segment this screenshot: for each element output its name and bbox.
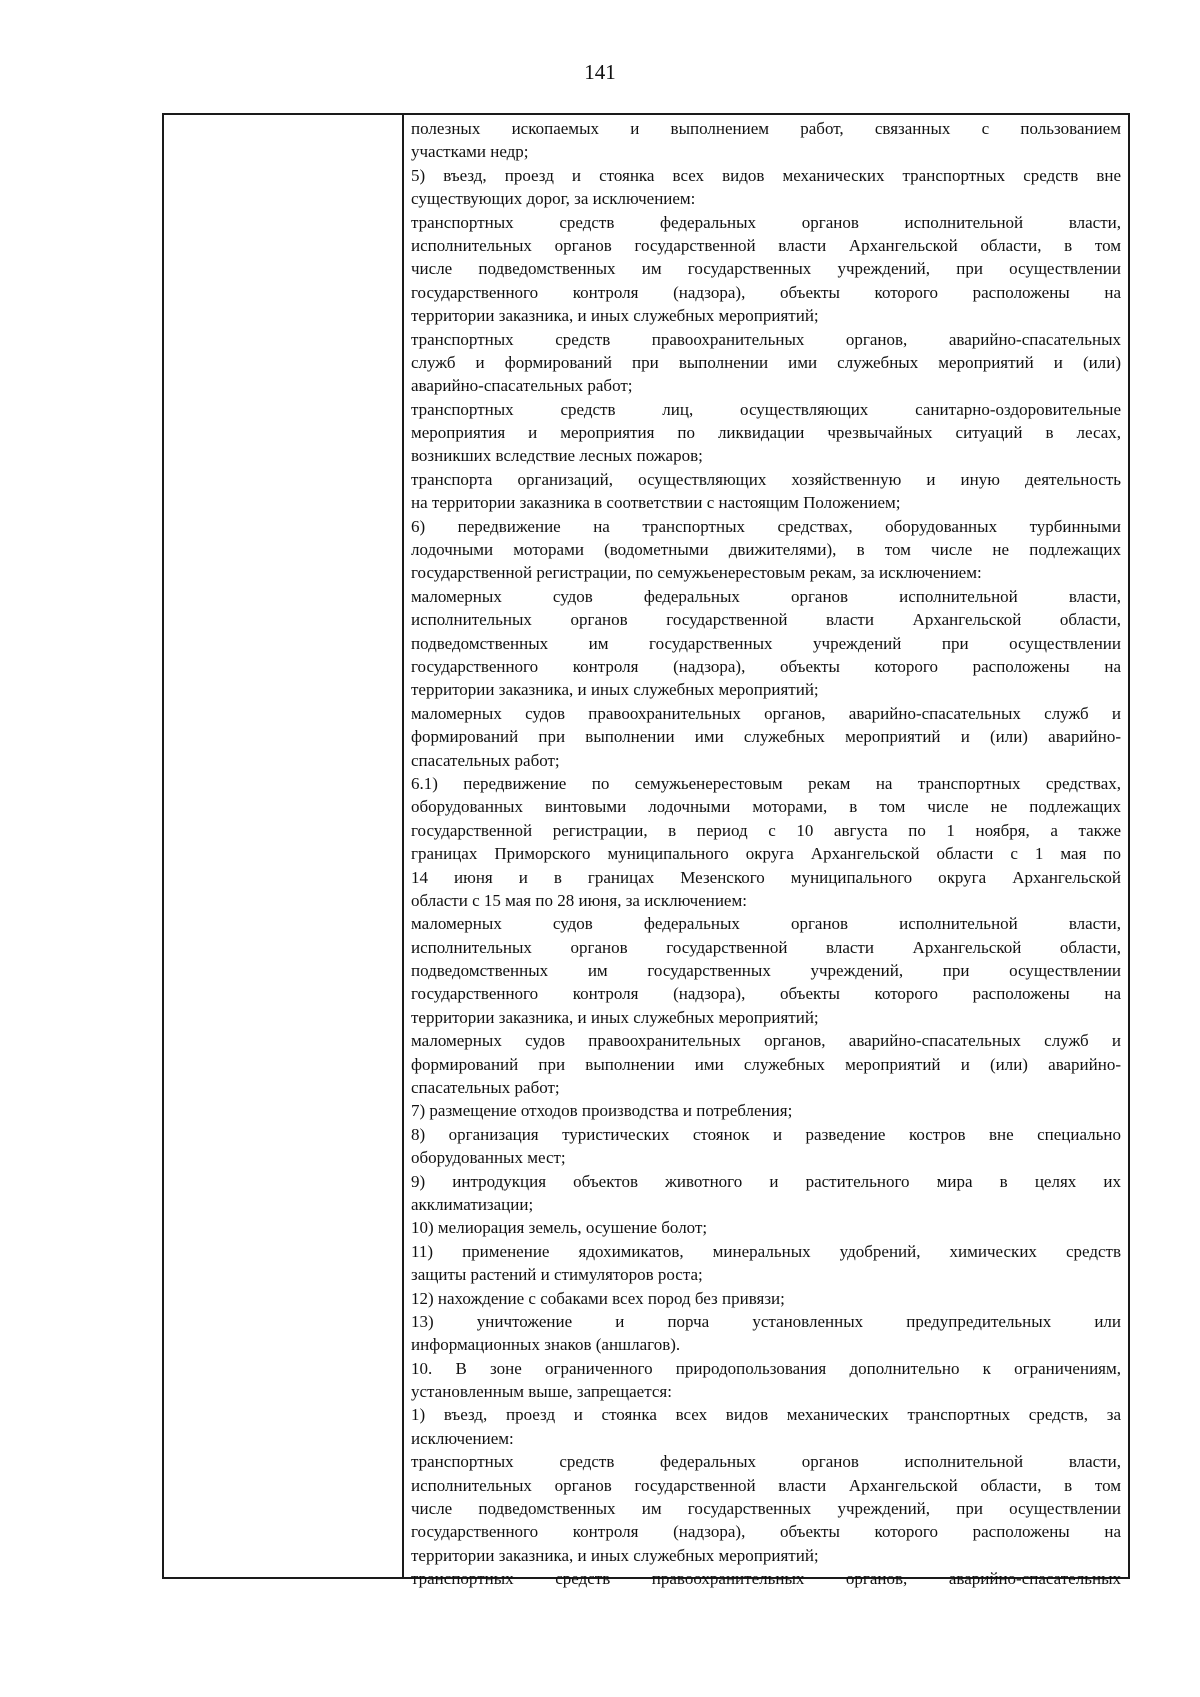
text-line: транспорта организаций, осуществляющих хозяйственную и иную деятельность <box>411 469 1121 489</box>
text-line: числе подведомственных им государственных учреждений, при осуществлении <box>411 259 1121 279</box>
text-line: 14 июня и в границах Мезенского муниципального округа Архангельской <box>411 867 1121 887</box>
text-line: транспортных средств федеральных органов исполнительной власти, <box>411 1452 1121 1472</box>
text-line: территории заказника, и иных служебных мероприятий; <box>411 1007 819 1027</box>
text-line: формирований при выполнении ими служебных мероприятий и (или) аварийно- <box>411 727 1121 747</box>
text-line: возникших вследствие лесных пожаров; <box>411 446 703 466</box>
table-right-cell <box>411 117 1121 1591</box>
text-line: аварийно-спасательных работ; <box>411 376 633 396</box>
text-line: государственной регистрации, по семужьенерестовым рекам, за исключением: <box>411 563 982 583</box>
text-line: 10. В зоне ограниченного природопользования дополнительно к ограничениям, <box>411 1358 1121 1378</box>
text-line: на территории заказника в соответствии с настоящим Положением; <box>411 493 901 513</box>
text-line: области с 15 мая по 28 июня, за исключением: <box>411 890 747 910</box>
text-line: 10) мелиорация земель, осушение болот; <box>411 1218 708 1238</box>
text-line: исполнительных органов государственной власти Архангельской области, в том <box>411 1475 1121 1495</box>
document-table <box>162 113 1130 1589</box>
text-line: исключением: <box>411 1428 514 1448</box>
text-line: территории заказника, и иных служебных мероприятий; <box>411 680 819 700</box>
text-line: 5) въезд, проезд и стоянка всех видов механических транспортных средств вне <box>411 165 1121 185</box>
text-line: 8) организация туристических стоянок и разведение костров вне специально <box>411 1124 1121 1144</box>
text-line: транспортных средств федеральных органов исполнительной власти, <box>411 212 1121 232</box>
text-line: служб и формирований при выполнении ими служебных мероприятий и (или) <box>411 352 1121 372</box>
text-line: 7) размещение отходов производства и потребления; <box>411 1101 793 1121</box>
text-line: участками недр; <box>411 142 529 162</box>
text-line: защиты растений и стимуляторов роста; <box>411 1265 703 1285</box>
text-line: полезных ископаемых и выполнением работ, связанных с пользованием <box>411 119 1121 138</box>
text-line: исполнительных органов государственной власти Архангельской области, <box>411 610 1121 630</box>
text-line: 11) применение ядохимикатов, минеральных удобрений, химических средств <box>411 1241 1121 1261</box>
text-line: территории заказника, и иных служебных мероприятий; <box>411 1545 819 1565</box>
text-line: государственного контроля (надзора), объекты которого расположены на <box>411 656 1121 676</box>
text-line: акклиматизации; <box>411 1194 534 1214</box>
text-line: транспортных средств лиц, осуществляющих санитарно-оздоровительные <box>411 399 1121 419</box>
text-line: спасательных работ; <box>411 1078 560 1098</box>
text-line: территории заказника, и иных служебных мероприятий; <box>411 306 819 326</box>
text-line: исполнительных органов государственной власти Архангельской области, <box>411 937 1121 957</box>
text-line: 13) уничтожение и порча установленных предупредительных или <box>411 1311 1121 1331</box>
table-left-cell <box>164 115 402 1577</box>
text-line: границах Приморского муниципального округа Архангельской области с 1 мая по <box>411 844 1121 864</box>
text-line: подведомственных им государственных учреждений, при осуществлении <box>411 961 1121 981</box>
column-divider <box>402 115 404 1577</box>
text-line: 6.1) передвижение по семужьенерестовым рекам на транспортных средствах, <box>411 773 1121 793</box>
text-line: 12) нахождение с собаками всех пород без привязи; <box>411 1288 785 1308</box>
text-line: лодочными моторами (водометными движителями), в том числе не подлежащих <box>411 540 1121 560</box>
text-line: государственного контроля (надзора), объекты которого расположены на <box>411 282 1121 302</box>
text-line: исполнительных органов государственной власти Архангельской области, в том <box>411 235 1121 255</box>
text-line: 9) интродукция объектов животного и растительного мира в целях их <box>411 1171 1121 1191</box>
text-line: информационных знаков (аншлагов). <box>411 1335 681 1355</box>
text-line: маломерных судов правоохранительных органов, аварийно-спасательных служб и <box>411 1031 1121 1051</box>
text-line: транспортных средств правоохранительных органов, аварийно-спасательных <box>411 329 1121 349</box>
text-line: спасательных работ; <box>411 750 560 770</box>
text-line: формирований при выполнении ими служебных мероприятий и (или) аварийно- <box>411 1054 1121 1074</box>
text-line: 1) въезд, проезд и стоянка всех видов механических транспортных средств, за <box>411 1405 1121 1425</box>
text-line: государственного контроля (надзора), объекты которого расположены на <box>411 1522 1121 1542</box>
text-line: государственного контроля (надзора), объекты которого расположены на <box>411 984 1121 1004</box>
text-line: числе подведомственных им государственных учреждений, при осуществлении <box>411 1499 1121 1519</box>
page-number: 141 <box>584 60 616 84</box>
text-line: оборудованных мест; <box>411 1148 566 1168</box>
text-line: 6) передвижение на транспортных средствах, оборудованных турбинными <box>411 516 1121 536</box>
text-line: маломерных судов федеральных органов исполнительной власти, <box>411 914 1121 934</box>
text-line: транспортных средств правоохранительных органов, аварийно-спасательных <box>411 1569 1121 1589</box>
text-line: маломерных судов правоохранительных органов, аварийно-спасательных служб и <box>411 703 1121 723</box>
text-line: существующих дорог, за исключением: <box>411 189 696 209</box>
text-line: оборудованных винтовыми лодочными моторами, в том числе не подлежащих <box>411 797 1121 817</box>
text-line: государственной регистрации, в период с 10 августа по 1 ноября, а также <box>411 820 1121 840</box>
text-line: мероприятия и мероприятия по ликвидации чрезвычайных ситуаций в лесах, <box>411 423 1121 443</box>
text-line: подведомственных им государственных учреждений при осуществлении <box>411 633 1121 653</box>
text-line: маломерных судов федеральных органов исполнительной власти, <box>411 586 1121 606</box>
text-line: установленным выше, запрещается: <box>411 1382 672 1402</box>
